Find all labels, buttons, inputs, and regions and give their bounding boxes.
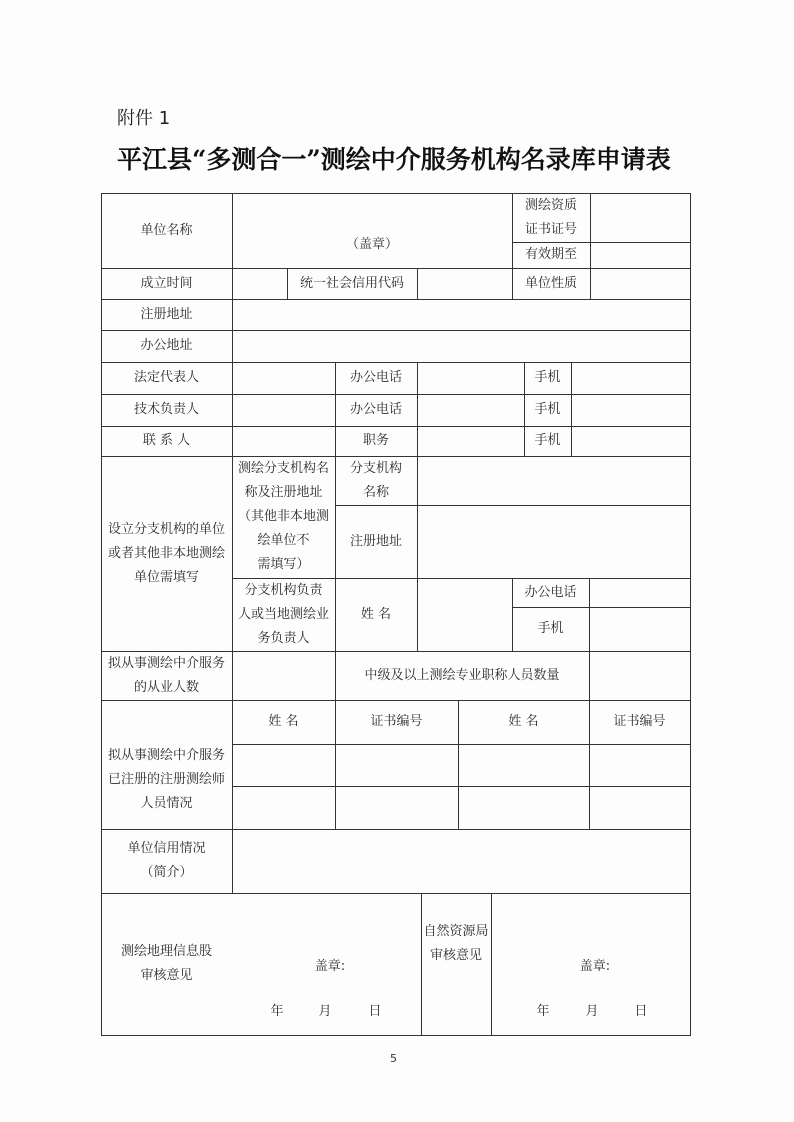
label-mid-level-count: 中级及以上测绘专业职称人员数量 [364,667,560,683]
label-staff-count [101,651,232,700]
text-line: 人员情况 [140,795,193,811]
form-title: 平江县“多测合一”测绘中介服务机构名录库申请表 [117,145,671,174]
year-label-2: 年 [536,1004,550,1019]
label-branch-head-name: 姓 名 [360,606,392,622]
annex-label: 附件 1 [117,108,171,129]
cert-no-field[interactable] [590,193,690,242]
label-valid-until: 有效期至 [524,247,577,262]
header-cert-number-2: 证书编号 [613,714,666,729]
table-rule [491,893,492,1036]
text-line: 已注册的注册测绘师 [107,771,225,787]
label-branch-reg-address: 注册地址 [349,533,402,549]
seal-label-1: 盖章: [314,959,346,974]
header-name-1: 姓 名 [268,714,299,729]
text-line: 单位信用情况 [127,841,206,856]
table-rule [571,362,572,457]
text-line: 测绘分支机构名 [237,461,329,476]
text-line: （简介） [140,865,193,880]
text-line: 务负责人 [257,630,310,646]
valid-until-field[interactable] [590,242,690,268]
label-office-phone-1: 办公电话 [349,370,402,385]
reg-address-field[interactable] [232,299,690,330]
text-line: 的从业人数 [133,679,199,695]
founded-field[interactable] [232,268,287,299]
label-branch-mobile: 手机 [537,621,564,636]
label-mobile-2: 手机 [534,402,561,417]
text-line: 分支机构 [349,460,402,476]
staff-count-field[interactable] [232,651,335,700]
text-line: 需填写） [257,557,310,572]
label-branch-name [335,456,417,505]
text-line: 测绘地理信息股 [120,944,212,959]
month-label-1: 月 [318,1004,332,1019]
unit-name-field[interactable] [232,222,512,268]
table-rule [232,744,691,745]
label-cert-no-line2: 证书证号 [524,221,577,237]
seal-placeholder: （盖章） [345,237,398,252]
page-number: 5 [390,1052,397,1065]
label-branch-head [232,578,335,651]
text-line: 拟从事测绘中介服务 [107,747,225,763]
label-cert-no [512,193,590,242]
text-line: 或者其他非本地测绘 [107,545,225,561]
label-cert-no-line1: 测绘资质 [524,197,577,213]
text-line: 单位需填写 [133,569,199,585]
text-line: 名称 [362,484,389,500]
header-cert-number-1: 证书编号 [370,714,423,729]
month-label-2: 月 [585,1004,599,1019]
table-rule [690,193,691,1036]
office-address-field[interactable] [232,330,690,362]
table-rule [232,786,691,787]
credit-status-field[interactable] [232,829,690,893]
label-unit-name: 单位名称 [140,222,193,238]
label-unit-nature: 单位性质 [524,275,577,291]
text-line: （其他非本地测 [237,509,329,524]
text-line: 拟从事测绘中介服务 [107,655,225,671]
label-nr-bureau-review [421,893,491,1035]
text-line: 设立分支机构的单位 [107,521,225,537]
credit-code-field[interactable] [417,268,512,299]
text-line: 自然资源局 [423,924,489,939]
branch-reg-address-field[interactable] [417,505,690,578]
text-line: 审核意见 [429,948,482,963]
label-registered-surveyors [101,700,232,829]
text-line: 绘单位不 [257,533,310,548]
label-branch-name-addr [232,456,335,578]
label-office-phone-2: 办公电话 [349,402,402,417]
label-credit-status [101,829,232,893]
header-name-2: 姓 名 [508,714,539,729]
label-tech-lead: 技术负责人 [133,402,199,417]
day-label-2: 日 [634,1004,648,1019]
text-line: 审核意见 [140,968,193,983]
text-line: 分支机构负责 [244,582,323,598]
table-rule [101,1035,691,1036]
label-mobile-3: 手机 [534,433,561,448]
label-branch-section [101,456,232,651]
year-label-1: 年 [270,1004,284,1019]
branch-name-field[interactable] [417,456,690,505]
branch-head-name-field[interactable] [417,578,512,651]
seal-label-2: 盖章: [579,959,611,974]
label-survey-dept-review [101,893,232,1035]
label-reg-address: 注册地址 [140,306,193,322]
label-credit-code: 统一社会信用代码 [299,275,404,291]
label-branch-office-phone: 办公电话 [524,584,577,600]
text-line: 人或当地测绘业 [237,606,329,622]
mid-level-count-field[interactable] [589,651,690,700]
label-founded: 成立时间 [140,275,193,291]
text-line: 称及注册地址 [244,485,323,500]
label-office-address: 办公地址 [140,338,193,353]
label-position: 职务 [362,433,389,448]
day-label-1: 日 [368,1004,382,1019]
unit-nature-field[interactable] [590,268,690,299]
label-contact: 联 系 人 [142,433,191,448]
label-mobile-1: 手机 [534,370,561,385]
label-legal-rep: 法定代表人 [133,370,199,385]
